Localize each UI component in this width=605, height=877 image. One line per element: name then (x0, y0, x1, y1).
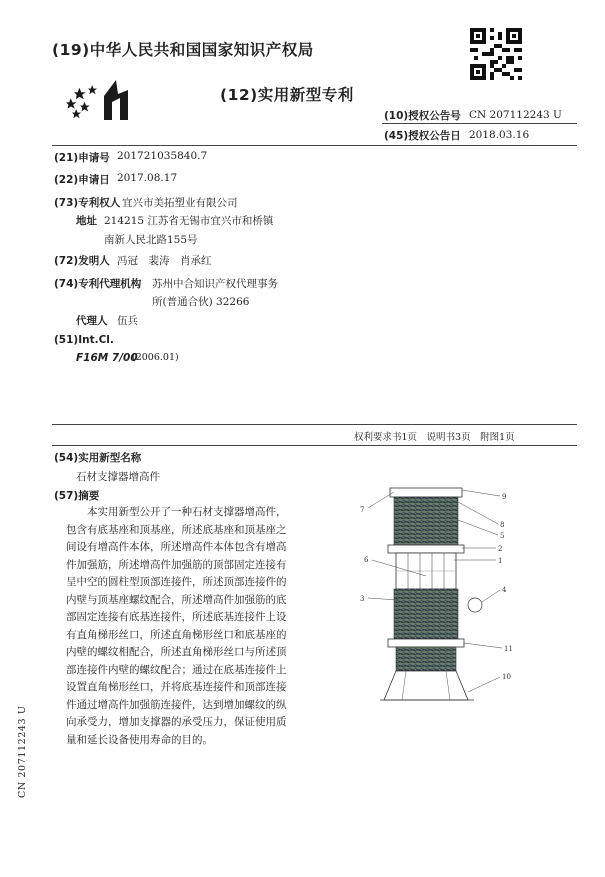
abstract-line: 设置直角梯形丝口，并将底基连接件和顶部连接 (66, 681, 287, 693)
figure-label: 9 (502, 493, 507, 501)
address-line-2: 南新人民北路155号 (104, 234, 198, 246)
patentee-label: (73)专利权人 (54, 197, 121, 209)
figure-label: 4 (502, 586, 507, 594)
abstract-line: 间设有增高件本体，所述增高件本体包含有增高 (66, 541, 287, 553)
abstract-line: 呈中空的圆柱型顶部连接件，所述顶部连接件的 (66, 576, 287, 588)
application-date-label: (22)申请日 (54, 174, 110, 186)
abstract-line: 件加强筋，所述增高件加强筋的顶部固定连接有 (66, 558, 287, 571)
abstract-line: 内壁与顶基座螺纹配合，所述增高件加强筋的底 (66, 593, 287, 606)
agency-label: (74)专利代理机构 (54, 278, 142, 290)
inventor-label: (72)发明人 (54, 255, 110, 267)
abstract-line: 部固定连接有底基连接件，所述底基连接件上设 (66, 611, 287, 623)
abstract-line: 量和延长设备使用寿命的目的。 (66, 733, 213, 746)
figure-label: 8 (500, 521, 505, 529)
utility-model-title-label: (54)实用新型名称 (54, 452, 142, 464)
abstract-line: 向承受力，增加支撑器的承受压力，保证使用质 (66, 716, 287, 728)
issuing-office: (19)中华人民共和国国家知识产权局 (52, 41, 314, 59)
publication-date-label: (45)授权公告日 (384, 130, 461, 142)
address-label: 地址 (76, 215, 97, 227)
address-line-1: 214215 江苏省无锡市宜兴市和桥镇 (104, 215, 274, 227)
figure-label: 10 (502, 673, 511, 681)
figure-label: 3 (360, 595, 365, 603)
figure-label: 7 (360, 506, 365, 514)
ipc-label: (51)Int.Cl. (54, 334, 114, 346)
agent-label: 代理人 (76, 315, 108, 327)
qr-code (470, 28, 522, 80)
abstract-line: 有直角梯形丝口，所述直角梯形丝口和底基座的 (66, 628, 287, 641)
inventors: 冯冠 裴涛 肖承红 (117, 255, 212, 267)
patentee: 宜兴市美拓塑业有限公司 (122, 197, 238, 209)
figure-label: 2 (498, 545, 503, 553)
figure-label: 11 (504, 645, 513, 653)
abstract-line: 部连接件内壁的螺纹配合；通过在底基连接件上 (66, 663, 287, 676)
figure-label: 1 (498, 557, 503, 565)
document-type: (12)实用新型专利 (220, 86, 354, 104)
ipc-version: (2006.01) (132, 352, 179, 363)
application-date: 2017.08.17 (117, 172, 178, 184)
agent: 伍兵 (117, 315, 138, 327)
patent-figure (350, 480, 550, 735)
publication-number-label: (10)授权公告号 (384, 110, 461, 122)
ipc-code: F16M 7/00 (76, 352, 138, 364)
publication-date: 2018.03.16 (469, 129, 530, 141)
publication-number: CN 207112243 U (469, 109, 562, 121)
utility-model-title: 石材支撑器增高件 (76, 471, 160, 483)
figure-label: 5 (500, 532, 505, 540)
abstract-line: 包含有底基座和顶基座，所述底基座和顶基座之 (66, 523, 287, 536)
figure-label: 6 (364, 556, 369, 564)
cnipa-logo (64, 70, 146, 128)
agency-line-2: 所(普通合伙) 32266 (152, 296, 250, 308)
abstract-label: (57)摘要 (54, 490, 100, 502)
application-number: 201721035840.7 (117, 150, 208, 162)
abstract-line: 件通过增高件加强筋连接件，达到增加螺纹的纵 (66, 698, 287, 711)
side-publication-number: CN 207112243 U (17, 705, 28, 798)
abstract-line: 本实用新型公开了一种石材支撑器增高件， (87, 506, 287, 518)
abstract-text (66, 504, 306, 749)
application-number-label: (21)申请号 (54, 152, 110, 164)
abstract-line: 内壁的螺纹相配合，所述直角梯形丝口与所述顶 (66, 646, 287, 658)
agency-line-1: 苏州中合知识产权代理事务 (152, 278, 278, 290)
page-count-info: 权利要求书1页 说明书3页 附图1页 (354, 432, 515, 443)
